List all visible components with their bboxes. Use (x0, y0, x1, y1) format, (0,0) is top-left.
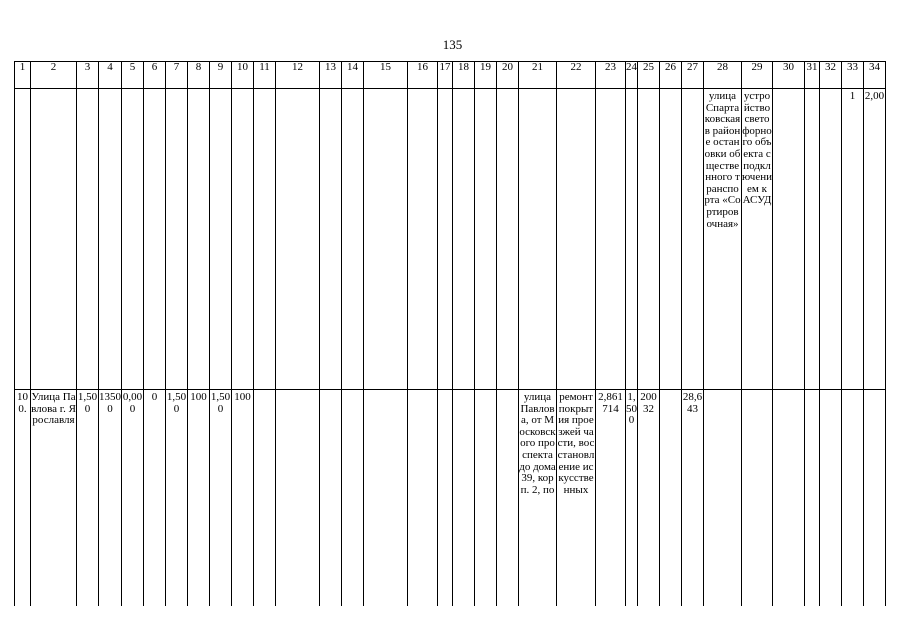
cell-text (519, 89, 556, 91)
table-cell-col-11 (254, 390, 276, 607)
table-cell-col-6 (144, 390, 166, 607)
table-cell-col-30 (773, 390, 805, 607)
table-cell-col-17 (438, 390, 453, 607)
table-cell-col-34 (864, 89, 886, 390)
header-cell-col-31 (805, 62, 820, 89)
cell-text: 26 (665, 61, 676, 73)
table-cell-col-27 (682, 390, 704, 607)
table-cell-col-34 (864, 390, 886, 607)
cell-text (364, 89, 407, 91)
table-cell-col-9 (210, 89, 232, 390)
cell-text: 19 (480, 61, 491, 73)
table-cell-col-15 (364, 390, 408, 607)
cell-text: 21 (532, 61, 543, 73)
cell-text (210, 89, 231, 91)
cell-text: 14 (347, 61, 358, 73)
header-cell-col-12 (276, 62, 320, 89)
table-cell-col-12 (276, 390, 320, 607)
cell-text: 10 (237, 61, 248, 73)
table-cell-col-25 (638, 89, 660, 390)
table-cell-col-11 (254, 89, 276, 390)
table-cell-col-33 (842, 89, 864, 390)
header-cell-col-24 (626, 62, 638, 89)
cell-text: 1,500 (77, 391, 98, 415)
cell-text: 31 (806, 61, 818, 73)
cell-text: 9 (217, 61, 224, 73)
header-cell-col-6 (144, 62, 166, 89)
table-cell-col-26 (660, 89, 682, 390)
cell-text (497, 390, 518, 392)
cell-text (742, 390, 772, 392)
cell-text (438, 390, 452, 392)
header-cell-col-15 (364, 62, 408, 89)
cell-text (408, 390, 437, 392)
table-cell-col-28 (704, 89, 742, 390)
header-cell-col-30 (773, 62, 805, 89)
table-row (15, 89, 886, 390)
table-cell-col-28 (704, 390, 742, 607)
table-cell-col-14 (342, 390, 364, 607)
table-cell-col-4 (99, 89, 122, 390)
cell-text: 100 (190, 391, 207, 403)
cell-text (408, 89, 437, 91)
table-cell-col-23 (596, 89, 626, 390)
cell-text (704, 390, 741, 392)
table-cell-col-21 (519, 390, 557, 607)
header-cell-col-13 (320, 62, 342, 89)
table-cell-col-22 (557, 390, 596, 607)
table-cell-col-4 (99, 390, 122, 607)
cell-text: 4 (107, 61, 113, 73)
table-cell-col-24 (626, 89, 638, 390)
header-cell-col-26 (660, 62, 682, 89)
table-cell-col-12 (276, 89, 320, 390)
cell-text (166, 89, 187, 91)
header-cell-col-23 (596, 62, 626, 89)
cell-text (475, 89, 496, 91)
cell-text: 3 (84, 61, 91, 73)
cell-text: 13 (325, 61, 336, 73)
table-cell-col-10 (232, 390, 254, 607)
cell-text (475, 390, 496, 392)
table-cell-col-10 (232, 89, 254, 390)
cell-text (254, 390, 275, 392)
cell-text: 1 (849, 90, 856, 102)
cell-text: 20032 (640, 391, 657, 415)
table-cell-col-32 (820, 390, 842, 607)
table-cell-col-22 (557, 89, 596, 390)
header-cell-col-20 (497, 62, 519, 89)
header-cell-col-14 (342, 62, 364, 89)
cell-text (342, 89, 363, 91)
cell-text: 1,500 (626, 391, 637, 427)
cell-text (660, 390, 681, 392)
cell-text: 18 (458, 61, 469, 73)
table-cell-col-20 (497, 390, 519, 607)
header-cell-col-4 (99, 62, 122, 89)
cell-text: 11 (259, 61, 270, 73)
cell-text (438, 89, 452, 91)
header-cell-col-8 (188, 62, 210, 89)
table-cell-col-29 (742, 390, 773, 607)
cell-text: Улица Павлова г. Ярославля (31, 391, 76, 427)
header-cell-col-27 (682, 62, 704, 89)
table-cell-col-32 (820, 89, 842, 390)
table-cell-col-8 (188, 89, 210, 390)
table-cell-col-26 (660, 390, 682, 607)
table-cell-col-18 (453, 390, 475, 607)
cell-text: 0,000 (122, 391, 143, 415)
table-cell-col-23 (596, 390, 626, 607)
cell-text (596, 89, 625, 91)
header-cell-col-32 (820, 62, 842, 89)
cell-text: 30 (783, 61, 794, 73)
table-cell-col-9 (210, 390, 232, 607)
cell-text (364, 390, 407, 392)
cell-text (864, 390, 885, 392)
cell-text: улица Павлова, от Московского проспекта до дома 39, корп. 2, по (519, 391, 556, 496)
cell-text (276, 89, 319, 91)
table-cell-col-7 (166, 89, 188, 390)
cell-text (254, 89, 275, 91)
cell-text (773, 89, 804, 91)
table-cell-col-1 (15, 390, 31, 607)
header-cell-col-5 (122, 62, 144, 89)
cell-text: 1,500 (210, 391, 231, 415)
header-cell-col-2 (31, 62, 77, 89)
table-row (15, 390, 886, 607)
cell-text: 5 (129, 61, 136, 73)
cell-text (453, 89, 474, 91)
header-cell-col-34 (864, 62, 886, 89)
table-cell-col-3 (77, 89, 99, 390)
cell-text: 2,00 (864, 90, 885, 102)
table-cell-col-13 (320, 390, 342, 607)
cell-text (660, 89, 681, 91)
cell-text (188, 89, 209, 91)
table-cell-col-15 (364, 89, 408, 390)
table-cell-col-13 (320, 89, 342, 390)
cell-text: 28 (717, 61, 728, 73)
table-cell-col-5 (122, 89, 144, 390)
cell-text: 32 (825, 61, 836, 73)
cell-text: 2,861714 (598, 391, 623, 415)
cell-text: 23 (605, 61, 616, 73)
table-cell-col-1 (15, 89, 31, 390)
header-cell-col-19 (475, 62, 497, 89)
cell-text: 22 (570, 61, 582, 73)
table-cell-col-19 (475, 89, 497, 390)
table-cell-col-21 (519, 89, 557, 390)
table-cell-col-8 (188, 390, 210, 607)
cell-text: 1,500 (166, 391, 187, 415)
cell-text (320, 89, 341, 91)
table-cell-col-16 (408, 390, 438, 607)
cell-text: 100 (234, 391, 251, 403)
cell-text (805, 390, 819, 392)
table-cell-col-24 (626, 390, 638, 607)
cell-text (99, 89, 121, 91)
header-cell-col-3 (77, 62, 99, 89)
cell-text (773, 390, 804, 392)
header-cell-col-9 (210, 62, 232, 89)
cell-text (342, 390, 363, 392)
cell-text (805, 89, 819, 91)
table-cell-col-5 (122, 390, 144, 607)
page-number: 135 (442, 37, 463, 52)
table-cell-col-17 (438, 89, 453, 390)
cell-text: 33 (847, 61, 858, 73)
cell-text: 20 (502, 61, 513, 73)
cell-text (626, 89, 637, 91)
cell-text: 34 (869, 61, 880, 73)
header-cell-col-10 (232, 62, 254, 89)
cell-text (77, 89, 98, 91)
cell-text (122, 89, 143, 91)
cell-text: 2 (50, 61, 57, 73)
cell-text (232, 89, 253, 91)
cell-text: 100. (17, 391, 28, 415)
cell-text (820, 89, 841, 91)
cell-text: 28,643 (682, 391, 703, 415)
cell-text: 17 (439, 61, 451, 73)
header-cell-col-1 (15, 62, 31, 89)
cell-text: ремонт покрытия проезжей части, восстановление искусственных (557, 391, 595, 496)
header-cell-col-33 (842, 62, 864, 89)
header-cell-col-11 (254, 62, 276, 89)
header-cell-col-21 (519, 62, 557, 89)
table-cell-col-31 (805, 390, 820, 607)
table-cell-col-31 (805, 89, 820, 390)
header-cell-col-18 (453, 62, 475, 89)
cell-text: 7 (173, 61, 180, 73)
cell-text: 29 (751, 61, 763, 73)
table-cell-col-6 (144, 89, 166, 390)
table-cell-col-3 (77, 390, 99, 607)
cell-text: 15 (380, 61, 391, 73)
header-cell-col-25 (638, 62, 660, 89)
header-cell-col-29 (742, 62, 773, 89)
cell-text (31, 89, 76, 91)
table-cell-col-29 (742, 89, 773, 390)
cell-text: 13500 (99, 391, 121, 415)
cell-text: улица Спартаковская в районе остановки общественного транспорта «Сортировочная» (704, 90, 741, 230)
cell-text (557, 89, 595, 91)
cell-text: 16 (417, 61, 428, 73)
cell-text (820, 390, 841, 392)
cell-text: 8 (195, 61, 202, 73)
table-cell-col-27 (682, 89, 704, 390)
header-cell-col-17 (438, 62, 453, 89)
cell-text (842, 390, 863, 392)
cell-text (497, 89, 518, 91)
header-cell-col-16 (408, 62, 438, 89)
cell-text (453, 390, 474, 392)
cell-text (320, 390, 341, 392)
cell-text (276, 390, 319, 392)
table-cell-col-20 (497, 89, 519, 390)
cell-text: 27 (687, 61, 698, 73)
cell-text: 12 (292, 61, 303, 73)
header-cell-col-28 (704, 62, 742, 89)
cell-text: 0 (151, 391, 158, 403)
header-cell-col-22 (557, 62, 596, 89)
table-cell-col-18 (453, 89, 475, 390)
cell-text: 1 (19, 61, 26, 73)
cell-text (144, 89, 165, 91)
cell-text: устройство светофорного объекта с подключением к АСУД (742, 90, 772, 207)
table-cell-col-16 (408, 89, 438, 390)
cell-text: 25 (643, 61, 654, 73)
table-cell-col-19 (475, 390, 497, 607)
cell-text (682, 89, 703, 91)
table-cell-col-30 (773, 89, 805, 390)
data-table (14, 61, 886, 606)
table-cell-col-2 (31, 89, 77, 390)
header-cell-col-7 (166, 62, 188, 89)
table-cell-col-14 (342, 89, 364, 390)
table-cell-col-7 (166, 390, 188, 607)
cell-text: 24 (626, 61, 637, 73)
cell-text: 6 (151, 61, 158, 73)
table-cell-col-33 (842, 390, 864, 607)
cell-text (15, 89, 30, 91)
cell-text (638, 89, 659, 91)
table-cell-col-25 (638, 390, 660, 607)
table-cell-col-2 (31, 390, 77, 607)
header-row (15, 62, 886, 89)
